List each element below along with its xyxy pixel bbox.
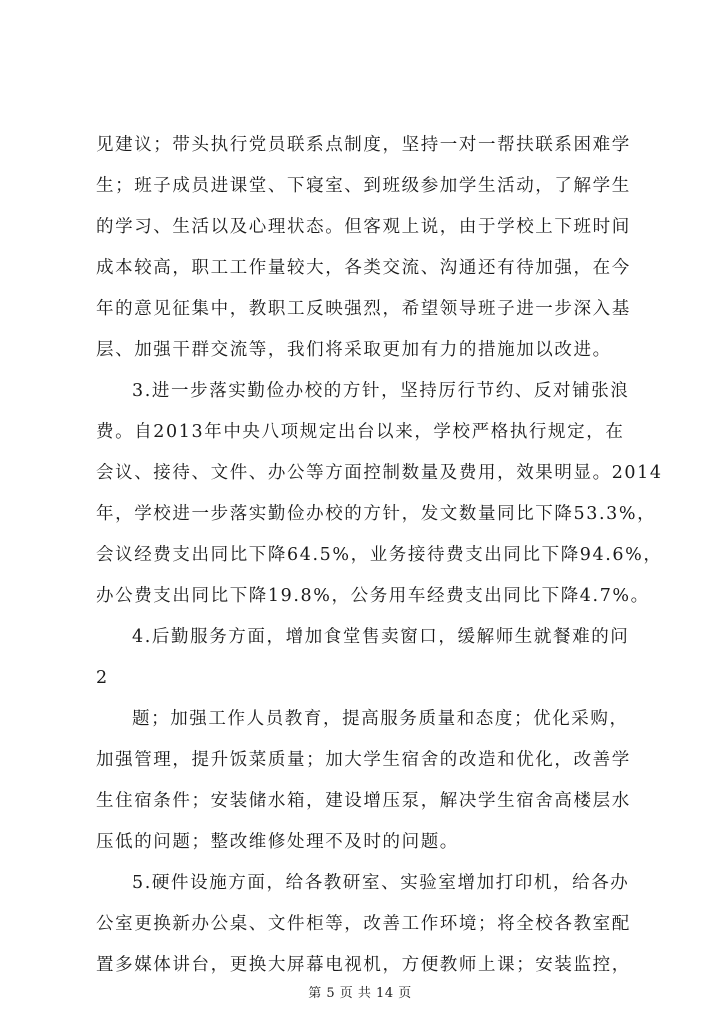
text-line: 生；班子成员进课堂、下寝室、到班级参加学生活动，了解学生 bbox=[96, 176, 631, 196]
text-line: 3.进一步落实勤俭办校的方针，坚持厉行节约、反对铺张浪 bbox=[132, 381, 630, 401]
text-line: 的学习、生活以及心理状态。但客观上说，由于学校上下班时间 bbox=[96, 217, 631, 237]
text-line: 置多媒体讲台，更换大屏幕电视机，方便教师上课；安装监控， bbox=[96, 955, 631, 975]
text-line: 会议、接待、文件、办公等方面控制数量及费用，效果明显。2014 bbox=[96, 463, 663, 483]
text-line: 年的意见征集中，教职工反映强烈，希望领导班子进一步深入基 bbox=[96, 299, 631, 319]
text-line: 会议经费支出同比下降64.5%，业务接待费支出同比下降94.6%， bbox=[96, 545, 663, 565]
text-line: 年，学校进一步落实勤俭办校的方针，发文数量同比下降53.3%， bbox=[96, 504, 657, 524]
text-line: 压低的问题；整改维修处理不及时的问题。 bbox=[96, 832, 459, 852]
text-line: 办公费支出同比下降19.8%，公务用车经费支出同比下降4.7%。 bbox=[96, 586, 650, 606]
text-line: 成本较高，职工工作量较大，各类交流、沟通还有待加强，在今 bbox=[96, 258, 631, 278]
text-line: 层、加强干群交流等，我们将采取更加有力的措施加以改进。 bbox=[96, 340, 612, 360]
text-line: 见建议；带头执行党员联系点制度，坚持一对一帮扶联系困难学 bbox=[96, 135, 631, 155]
text-line: 加强管理，提升饭菜质量；加大学生宿舍的改造和优化，改善学 bbox=[96, 750, 631, 770]
text-line: 题；加强工作人员教育，提高服务质量和态度；优化采购， bbox=[132, 709, 629, 729]
text-line: 4.后勤服务方面，增加食堂售卖窗口，缓解师生就餐难的问 bbox=[132, 627, 630, 647]
text-line: 5.硬件设施方面，给各教研室、实验室增加打印机，给各办 bbox=[132, 873, 630, 893]
text-line: 公室更换新办公桌、文件柜等，改善工作环境；将全校各教室配 bbox=[96, 914, 631, 934]
page-footer: 第 5 页 共 14 页 bbox=[308, 986, 412, 1001]
text-line: 费。自2013年中央八项规定出台以来，学校严格执行规定，在 bbox=[96, 422, 625, 442]
page-break-number: 2 bbox=[96, 668, 108, 688]
text-line: 生住宿条件；安装储水箱，建设增压泵，解决学生宿舍高楼层水 bbox=[96, 791, 631, 811]
